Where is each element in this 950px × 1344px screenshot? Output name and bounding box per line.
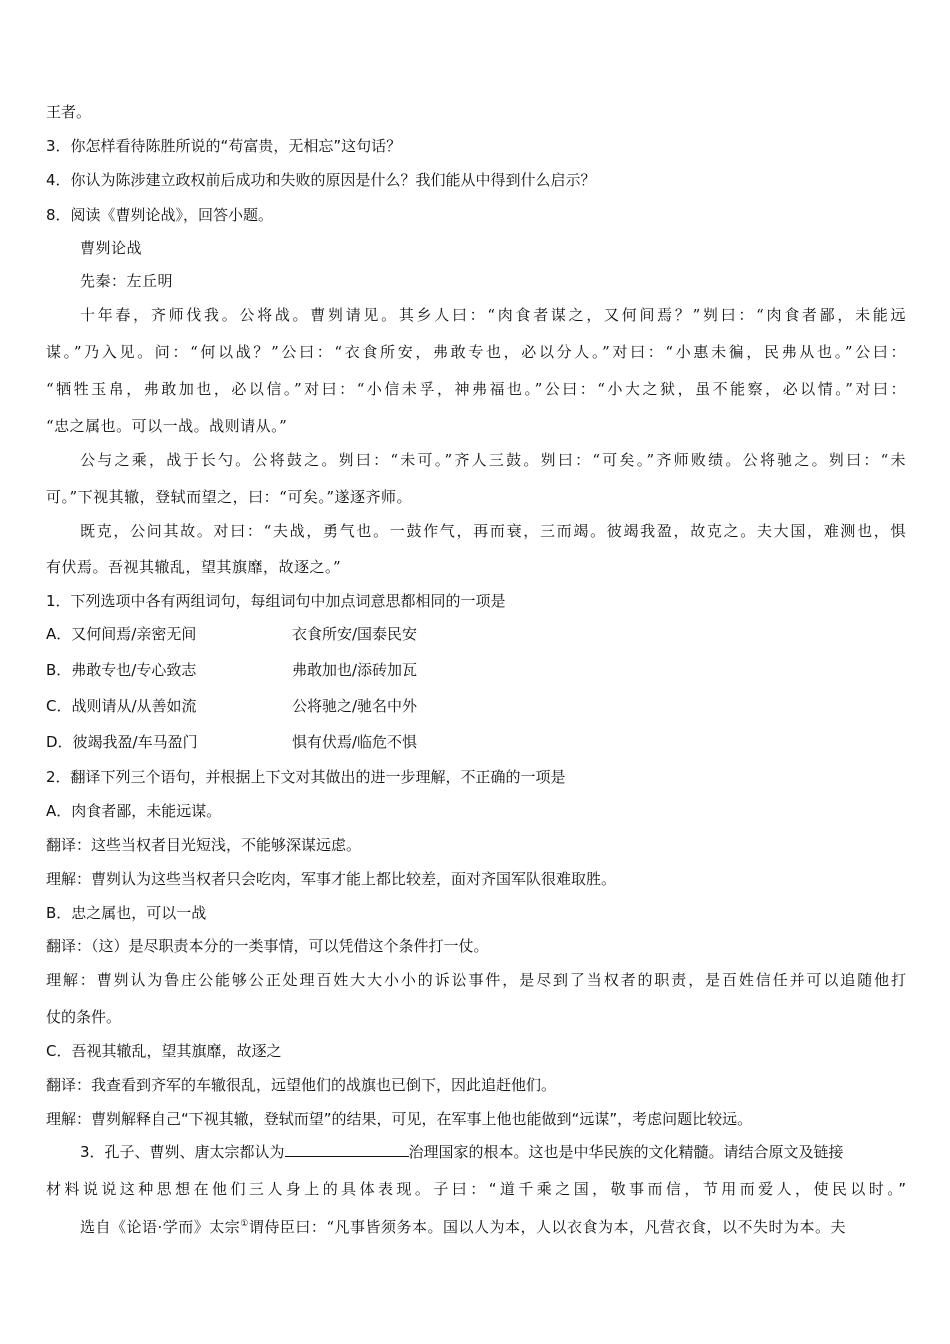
- passage-line: “牺牲玉帛，弗敢加也，必以信。”对曰：“小信未孚，神弗福也。”公曰：“小大之狱，虽不能察，必以情。”对曰：: [46, 380, 906, 398]
- passage-line: 十年春，齐师伐我。公将战。曹刿请见。其乡人曰：“肉食者谋之，又何间焉？”刿曰：“肉食者鄙，未能远: [80, 306, 906, 324]
- q3-source: 选自《论语·学而》太宗: [80, 1218, 241, 1236]
- subquestion-3-line: [80, 1142, 906, 1162]
- option-d-right: 惧有伏焉/临危不惧: [292, 733, 418, 751]
- q3-part2: 治理国家的根本。这也是中华民族的文化精髓。请结合原文及链接: [408, 1143, 844, 1161]
- option-row: [46, 660, 906, 680]
- q3-line: [80, 1214, 906, 1237]
- q3-line: 材料说说这种思想在他们三人身上的具体表现。子曰：“道千乘之国，敬事而信，节用而爱人，使民以时。”: [46, 1180, 906, 1198]
- option-row: [46, 624, 906, 644]
- section-8-heading: 8．阅读《曹刿论战》，回答小题。: [46, 206, 274, 224]
- passage-title: 曹刿论战: [80, 239, 143, 257]
- q2-line: 理解：曹刿解释自己“下视其辙，登轼而望”的结果，可见，在军事上他也能做到“远谋”，考虑问题比较远。: [46, 1110, 753, 1128]
- option-row: [46, 696, 906, 716]
- option-a-right: 衣食所安/国泰民安: [292, 625, 418, 643]
- option-c-right: 公将驰之/驰名中外: [292, 697, 418, 715]
- q3-part1: 3．孔子、曹刿、唐太宗都认为: [80, 1143, 285, 1161]
- option-b-left: B．弗敢专也/专心致志: [46, 661, 197, 679]
- passage-line: 可。”下视其辙，登轼而望之，曰：“可矣。”遂逐齐师。: [46, 488, 413, 506]
- passage-line: “忠之属也。可以一战。战则请从。”: [46, 417, 288, 435]
- passage-line: 公与之乘，战于长勺。公将鼓之。刿曰：“未可。”齐人三鼓。刿曰：“可矣。”齐师败绩。公将驰之。刿曰：“未: [80, 451, 906, 469]
- q2-line: 仗的条件。: [46, 1008, 122, 1026]
- q2-line: A．肉食者鄙，未能远谋。: [46, 802, 222, 820]
- option-c-left: C．战则请从/从善如流: [46, 697, 197, 715]
- footnote-marker: ①: [240, 1219, 249, 1229]
- q2-line: C．吾视其辙乱，望其旗靡，故逐之: [46, 1042, 282, 1060]
- q2-line: 翻译：（这）是尽职责本分的一类事情，可以凭借这个条件打一仗。: [46, 937, 489, 955]
- q2-line: 理解：曹刿认为鲁庄公能够公正处理百姓大大小小的诉讼事件，是尽到了当权者的职责，是百姓信任并可以追随他打: [46, 971, 906, 989]
- intro-line: 王者。: [46, 103, 92, 121]
- option-a-left: A．又何间焉/亲密无间: [46, 625, 197, 643]
- subquestion-1-stem: 1．下列选项中各有两组词句，每组词句中加点词意思都相同的一项是: [46, 592, 506, 610]
- question-3: 3．你怎样看待陈胜所说的“苟富贵，无相忘”这句话？: [46, 137, 402, 155]
- q3-quote: 谓侍臣曰：“凡事皆须务本。国以人为本，人以衣食为本，凡营衣食，以不失时为本。夫: [248, 1218, 847, 1236]
- passage-author: 先秦：左丘明: [80, 272, 174, 290]
- q2-line: B．忠之属也，可以一战: [46, 904, 207, 922]
- q2-line: 翻译：我查看到齐军的车辙很乱，远望他们的战旗也已倒下，因此追赶他们。: [46, 1076, 557, 1094]
- answer-blank[interactable]: [285, 1142, 409, 1157]
- option-row: [46, 732, 906, 752]
- option-b-right: 弗敢加也/添砖加瓦: [292, 661, 418, 679]
- option-d-left: D．彼竭我盈/车马盈门: [46, 733, 198, 751]
- passage-line: 谋。”乃入见。问：“何以战？”公曰：“衣食所安，弗敢专也，必以分人。”对曰：“小惠未徧，民弗从也。”公曰：: [46, 343, 906, 361]
- q2-line: 翻译：这些当权者目光短浅，不能够深谋远虑。: [46, 836, 362, 854]
- passage-line: 有伏焉。吾视其辙乱，望其旗靡，故逐之。”: [46, 558, 342, 576]
- passage-line: 既克，公问其故。对曰：“夫战，勇气也。一鼓作气，再而衰，三而竭。彼竭我盈，故克之。夫大国，难测也，惧: [80, 522, 906, 540]
- q2-line: 理解：曹刿认为这些当权者只会吃肉，军事才能上都比较差，面对齐国军队很难取胜。: [46, 870, 617, 888]
- subquestion-2-stem: 2．翻译下列三个语句，并根据上下文对其做出的进一步理解，不正确的一项是: [46, 768, 566, 786]
- question-4: 4．你认为陈涉建立政权前后成功和失败的原因是什么？我们能从中得到什么启示？: [46, 171, 596, 189]
